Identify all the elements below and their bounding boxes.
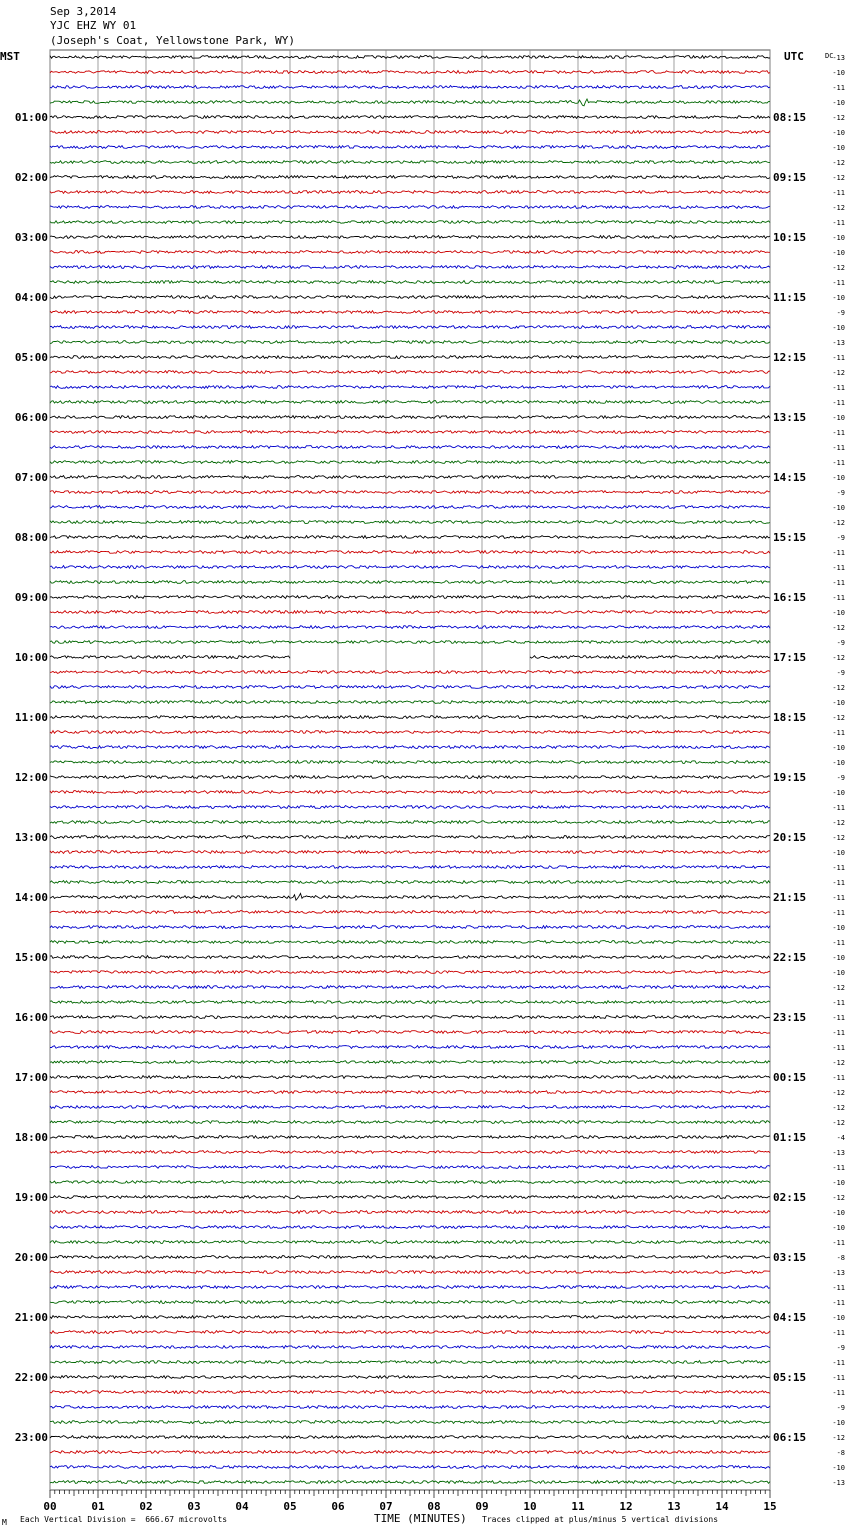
- dc-offset-label: -10: [832, 789, 845, 797]
- x-tick-label: 06: [331, 1500, 345, 1513]
- mst-hour-label: 03:00: [14, 231, 48, 244]
- dc-offset-label: -12: [832, 684, 845, 692]
- trace-row: [50, 1196, 770, 1199]
- dc-offset-label: -12: [832, 1194, 845, 1202]
- trace-row: [50, 536, 770, 539]
- trace-row: [50, 99, 770, 106]
- dc-offset-label: -9: [836, 774, 845, 782]
- dc-offset-label: -12: [832, 1119, 845, 1127]
- dc-offset-label: -9: [836, 309, 845, 317]
- trace-row: [50, 941, 770, 944]
- trace-row: [50, 881, 770, 884]
- trace-row: [50, 1106, 770, 1109]
- trace-row: [50, 1121, 770, 1124]
- trace-row: [50, 1076, 770, 1079]
- dc-offset-label: -12: [832, 834, 845, 842]
- trace-row: [50, 71, 770, 74]
- trace-row: [50, 746, 770, 749]
- dc-offset-label: -13: [832, 54, 845, 62]
- dc-offset-label: -11: [832, 219, 845, 227]
- x-tick-label: 00: [43, 1500, 57, 1513]
- dc-offset-label: -13: [832, 339, 845, 347]
- dc-offset-label: -12: [832, 1059, 845, 1067]
- dc-offset-label: -9: [836, 639, 845, 647]
- right-timezone-label: UTC: [784, 50, 804, 63]
- trace-row: [50, 776, 770, 779]
- trace-row: [50, 1061, 770, 1064]
- utc-hour-label: 12:15: [773, 351, 807, 364]
- dc-offset-label: -12: [832, 654, 845, 662]
- trace-row: [50, 1421, 770, 1424]
- dc-offset-label: -11: [832, 459, 845, 467]
- dc-offset-label: -12: [832, 174, 845, 182]
- dc-offset-label: -12: [832, 264, 845, 272]
- dc-offset-label: -11: [832, 1029, 845, 1037]
- dc-offset-label: -10: [832, 294, 845, 302]
- dc-offset-label: -12: [832, 819, 845, 827]
- trace-row: [50, 1181, 770, 1184]
- dc-offset-label: -11: [832, 1239, 845, 1247]
- dc-offset-label: -12: [832, 369, 845, 377]
- utc-hour-label: 16:15: [773, 591, 807, 604]
- x-tick-label: 12: [619, 1500, 633, 1513]
- dc-offset-label: -12: [832, 714, 845, 722]
- mst-hour-label: 14:00: [14, 891, 48, 904]
- utc-hour-label: 10:15: [773, 231, 807, 244]
- dc-offset-label: -11: [832, 999, 845, 1007]
- trace-row: [50, 191, 770, 194]
- trace-row: [50, 956, 770, 959]
- dc-offset-label: -11: [832, 1074, 845, 1082]
- dc-offset-label: -10: [832, 609, 845, 617]
- mst-hour-label: 19:00: [14, 1191, 48, 1204]
- x-tick-label: 02: [139, 1500, 153, 1513]
- mst-hour-label: 18:00: [14, 1131, 48, 1144]
- dc-offset-label: -12: [832, 1104, 845, 1112]
- trace-row: [50, 671, 770, 674]
- dc-offset-label: -11: [832, 939, 845, 947]
- dc-offset-label: -11: [832, 1329, 845, 1337]
- dc-offset-label: -11: [832, 909, 845, 917]
- trace-row: [50, 1301, 770, 1304]
- dc-offset-label: -12: [832, 1434, 845, 1442]
- footer-mark: M: [2, 1518, 7, 1527]
- trace-row: [50, 806, 770, 809]
- dc-offset-label: -9: [836, 534, 845, 542]
- utc-hour-label: 01:15: [773, 1131, 807, 1144]
- trace-row: [50, 236, 770, 239]
- trace-row: [530, 656, 770, 659]
- dc-offset-label: -9: [836, 1344, 845, 1352]
- dc-offset-label: -13: [832, 1149, 845, 1157]
- x-tick-label: 13: [667, 1500, 681, 1513]
- trace-row: [50, 416, 770, 419]
- trace-row: [50, 1001, 770, 1004]
- dc-offset-label: -11: [832, 879, 845, 887]
- dc-offset-label: -10: [832, 1314, 845, 1322]
- utc-hour-label: 13:15: [773, 411, 807, 424]
- mst-hour-label: 23:00: [14, 1431, 48, 1444]
- trace-row: [50, 911, 770, 914]
- trace-row: [50, 206, 770, 209]
- mst-hour-label: 12:00: [14, 771, 48, 784]
- trace-row: [50, 893, 770, 900]
- dc-offset-label: -10: [832, 954, 845, 962]
- mst-hour-label: 17:00: [14, 1071, 48, 1084]
- utc-hour-label: 05:15: [773, 1371, 807, 1384]
- trace-row: [50, 836, 770, 839]
- trace-row: [50, 581, 770, 584]
- trace-row: [50, 1466, 770, 1469]
- dc-offset-label: -10: [832, 504, 845, 512]
- trace-row: [50, 341, 770, 344]
- utc-hour-label: 04:15: [773, 1311, 807, 1324]
- mst-hour-label: 01:00: [14, 111, 48, 124]
- utc-hour-label: 22:15: [773, 951, 807, 964]
- dc-offset-label: -10: [832, 144, 845, 152]
- trace-row: [50, 656, 290, 659]
- trace-row: [50, 1436, 770, 1439]
- dc-offset-label: -11: [832, 354, 845, 362]
- trace-row: [50, 311, 770, 314]
- dc-offset-label: -11: [832, 1044, 845, 1052]
- utc-hour-label: 14:15: [773, 471, 807, 484]
- trace-row: [50, 641, 770, 644]
- x-tick-label: 04: [235, 1500, 249, 1513]
- trace-row: [50, 866, 770, 869]
- dc-offset-label: -12: [832, 159, 845, 167]
- mst-hour-label: 06:00: [14, 411, 48, 424]
- trace-row: [50, 1226, 770, 1229]
- trace-row: [50, 131, 770, 134]
- trace-row: [50, 1136, 770, 1139]
- trace-row: [50, 716, 770, 719]
- utc-hour-label: 17:15: [773, 651, 807, 664]
- trace-row: [50, 1451, 770, 1454]
- trace-row: [50, 431, 770, 434]
- mst-hour-label: 09:00: [14, 591, 48, 604]
- mst-hour-label: 08:00: [14, 531, 48, 544]
- dc-offset-label: -10: [832, 129, 845, 137]
- trace-row: [50, 1166, 770, 1169]
- mst-hour-label: 02:00: [14, 171, 48, 184]
- x-tick-label: 15: [763, 1500, 777, 1513]
- dc-offset-label: -4: [836, 1134, 845, 1142]
- mst-hour-label: 11:00: [14, 711, 48, 724]
- trace-row: [50, 491, 770, 494]
- mst-hour-label: 13:00: [14, 831, 48, 844]
- dc-offset-label: -10: [832, 924, 845, 932]
- mst-hour-label: 21:00: [14, 1311, 48, 1324]
- dc-offset-label: -11: [832, 279, 845, 287]
- dc-offset-label: -13: [832, 1269, 845, 1277]
- mst-hour-label: 04:00: [14, 291, 48, 304]
- trace-row: [50, 821, 770, 824]
- station-code: YJC EHZ WY 01: [50, 19, 137, 32]
- dc-offset-label: -10: [832, 849, 845, 857]
- plot-date: Sep 3,2014: [50, 5, 117, 18]
- trace-row: [50, 1481, 770, 1484]
- trace-row: [50, 251, 770, 254]
- utc-hour-label: 03:15: [773, 1251, 807, 1264]
- dc-offset-label: -12: [832, 984, 845, 992]
- dc-offset-label: -11: [832, 729, 845, 737]
- dc-offset-label: -11: [832, 594, 845, 602]
- utc-hour-label: 18:15: [773, 711, 807, 724]
- trace-row: [50, 1016, 770, 1019]
- x-tick-label: 11: [571, 1500, 585, 1513]
- dc-offset-label: -12: [832, 519, 845, 527]
- mst-hour-label: 22:00: [14, 1371, 48, 1384]
- dc-offset-label: -10: [832, 234, 845, 242]
- trace-row: [50, 401, 770, 404]
- dc-offset-label: -11: [832, 579, 845, 587]
- dc-offset-label: -11: [832, 1389, 845, 1397]
- utc-hour-label: 09:15: [773, 171, 807, 184]
- dc-offset-label: -11: [832, 1014, 845, 1022]
- dc-offset-label: -11: [832, 1374, 845, 1382]
- dc-offset-label: -11: [832, 444, 845, 452]
- trace-row: [50, 326, 770, 329]
- trace-row: [50, 971, 770, 974]
- trace-row: [50, 116, 770, 119]
- dc-offset-label: -10: [832, 99, 845, 107]
- utc-hour-label: 11:15: [773, 291, 807, 304]
- dc-offset-label: -10: [832, 249, 845, 257]
- x-tick-label: 07: [379, 1500, 393, 1513]
- trace-row: [50, 701, 770, 704]
- trace-row: [50, 611, 770, 614]
- trace-row: [50, 1361, 770, 1364]
- trace-row: [50, 596, 770, 599]
- dc-offset-label: -11: [832, 1164, 845, 1172]
- trace-row: [50, 1406, 770, 1409]
- dc-offset-label: -12: [832, 204, 845, 212]
- trace-row: [50, 1391, 770, 1394]
- trace-row: [50, 1271, 770, 1274]
- dc-offset-label: -10: [832, 1224, 845, 1232]
- trace-row: [50, 1316, 770, 1319]
- dc-offset-label: -11: [832, 1359, 845, 1367]
- dc-offset-label: -8: [836, 1449, 845, 1457]
- trace-row: [50, 56, 770, 59]
- trace-row: [50, 566, 770, 569]
- trace-row: [50, 986, 770, 989]
- trace-row: [50, 1241, 770, 1244]
- trace-row: [50, 761, 770, 764]
- utc-hour-label: 02:15: [773, 1191, 807, 1204]
- dc-offset-label: -10: [832, 759, 845, 767]
- dc-offset-label: -10: [832, 324, 845, 332]
- mst-hour-label: 05:00: [14, 351, 48, 364]
- dc-offset-label: -11: [832, 399, 845, 407]
- dc-offset-label: -9: [836, 669, 845, 677]
- trace-row: [50, 851, 770, 854]
- trace-row: [50, 476, 770, 479]
- x-axis-label: TIME (MINUTES): [374, 1512, 467, 1525]
- dc-offset-label: -10: [832, 969, 845, 977]
- trace-row: [50, 371, 770, 374]
- x-tick-label: 01: [91, 1500, 105, 1513]
- trace-row: [50, 1151, 770, 1154]
- dc-offset-label: -9: [836, 1404, 845, 1412]
- scale-note: Each Vertical Division = 666.67 microvolts: [20, 1515, 228, 1524]
- x-tick-label: 03: [187, 1500, 201, 1513]
- x-tick-label: 05: [283, 1500, 297, 1513]
- mst-hour-label: 20:00: [14, 1251, 48, 1264]
- x-tick-label: 10: [523, 1500, 537, 1513]
- dc-offset-label: -10: [832, 1209, 845, 1217]
- dc-offset-label: -10: [832, 474, 845, 482]
- dc-offset-label: -11: [832, 1284, 845, 1292]
- dc-offset-label: -12: [832, 624, 845, 632]
- trace-row: [50, 356, 770, 359]
- x-tick-label: 09: [475, 1500, 489, 1513]
- trace-row: [50, 281, 770, 284]
- utc-hour-label: 21:15: [773, 891, 807, 904]
- trace-row: [50, 551, 770, 554]
- trace-row: [50, 146, 770, 149]
- trace-row: [50, 1376, 770, 1379]
- dc-offset-label: -11: [832, 1299, 845, 1307]
- trace-row: [50, 1211, 770, 1214]
- trace-row: [50, 266, 770, 269]
- trace-row: [50, 176, 770, 179]
- utc-hour-label: 08:15: [773, 111, 807, 124]
- dc-offset-label: -11: [832, 864, 845, 872]
- trace-row: [50, 161, 770, 164]
- trace-row: [50, 1031, 770, 1034]
- dc-offset-label: -12: [832, 1089, 845, 1097]
- dc-offset-label: -10: [832, 699, 845, 707]
- trace-row: [50, 521, 770, 524]
- trace-row: [50, 1331, 770, 1334]
- utc-hour-label: 23:15: [773, 1011, 807, 1024]
- clip-note: Traces clipped at plus/minus 5 vertical divisions: [482, 1515, 719, 1524]
- dc-offset-label: -11: [832, 429, 845, 437]
- dc-offset-label: -11: [832, 84, 845, 92]
- trace-row: [50, 386, 770, 389]
- dc-offset-label: -11: [832, 549, 845, 557]
- trace-row: [50, 686, 770, 689]
- dc-offset-label: -11: [832, 894, 845, 902]
- station-location: (Joseph's Coat, Yellowstone Park, WY): [50, 34, 296, 47]
- trace-row: [50, 626, 770, 629]
- dc-column-label: DC: [825, 52, 834, 60]
- dc-offset-label: -9: [836, 489, 845, 497]
- dc-offset-label: -10: [832, 744, 845, 752]
- trace-row: [50, 1346, 770, 1349]
- x-tick-label: 14: [715, 1500, 729, 1513]
- utc-hour-label: 00:15: [773, 1071, 807, 1084]
- utc-hour-label: 20:15: [773, 831, 807, 844]
- utc-hour-label: 15:15: [773, 531, 807, 544]
- dc-offset-label: -10: [832, 1419, 845, 1427]
- dc-offset-label: -11: [832, 804, 845, 812]
- trace-row: [50, 446, 770, 449]
- dc-offset-label: -10: [832, 414, 845, 422]
- trace-row: [50, 86, 770, 89]
- dc-offset-label: -8: [836, 1254, 845, 1262]
- dc-offset-label: -11: [832, 384, 845, 392]
- left-timezone-label: MST: [0, 50, 20, 63]
- mst-hour-label: 10:00: [14, 651, 48, 664]
- trace-row: [50, 296, 770, 299]
- trace-row: [50, 1091, 770, 1094]
- x-tick-label: 08: [427, 1500, 441, 1513]
- dc-offset-label: -11: [832, 189, 845, 197]
- dc-offset-label: -11: [832, 564, 845, 572]
- trace-row: [50, 1256, 770, 1259]
- trace-row: [50, 1046, 770, 1049]
- trace-row: [50, 221, 770, 224]
- dc-offset-label: -10: [832, 1179, 845, 1187]
- mst-hour-label: 16:00: [14, 1011, 48, 1024]
- utc-hour-label: 19:15: [773, 771, 807, 784]
- utc-hour-label: 06:15: [773, 1431, 807, 1444]
- trace-row: [50, 791, 770, 794]
- mst-hour-label: 15:00: [14, 951, 48, 964]
- dc-offset-label: -10: [832, 1464, 845, 1472]
- dc-offset-label: -10: [832, 69, 845, 77]
- trace-row: [50, 926, 770, 929]
- dc-offset-label: -13: [832, 1479, 845, 1487]
- mst-hour-label: 07:00: [14, 471, 48, 484]
- trace-row: [50, 731, 770, 734]
- trace-row: [50, 506, 770, 509]
- dc-offset-label: -12: [832, 114, 845, 122]
- trace-row: [50, 1286, 770, 1289]
- trace-row: [50, 461, 770, 464]
